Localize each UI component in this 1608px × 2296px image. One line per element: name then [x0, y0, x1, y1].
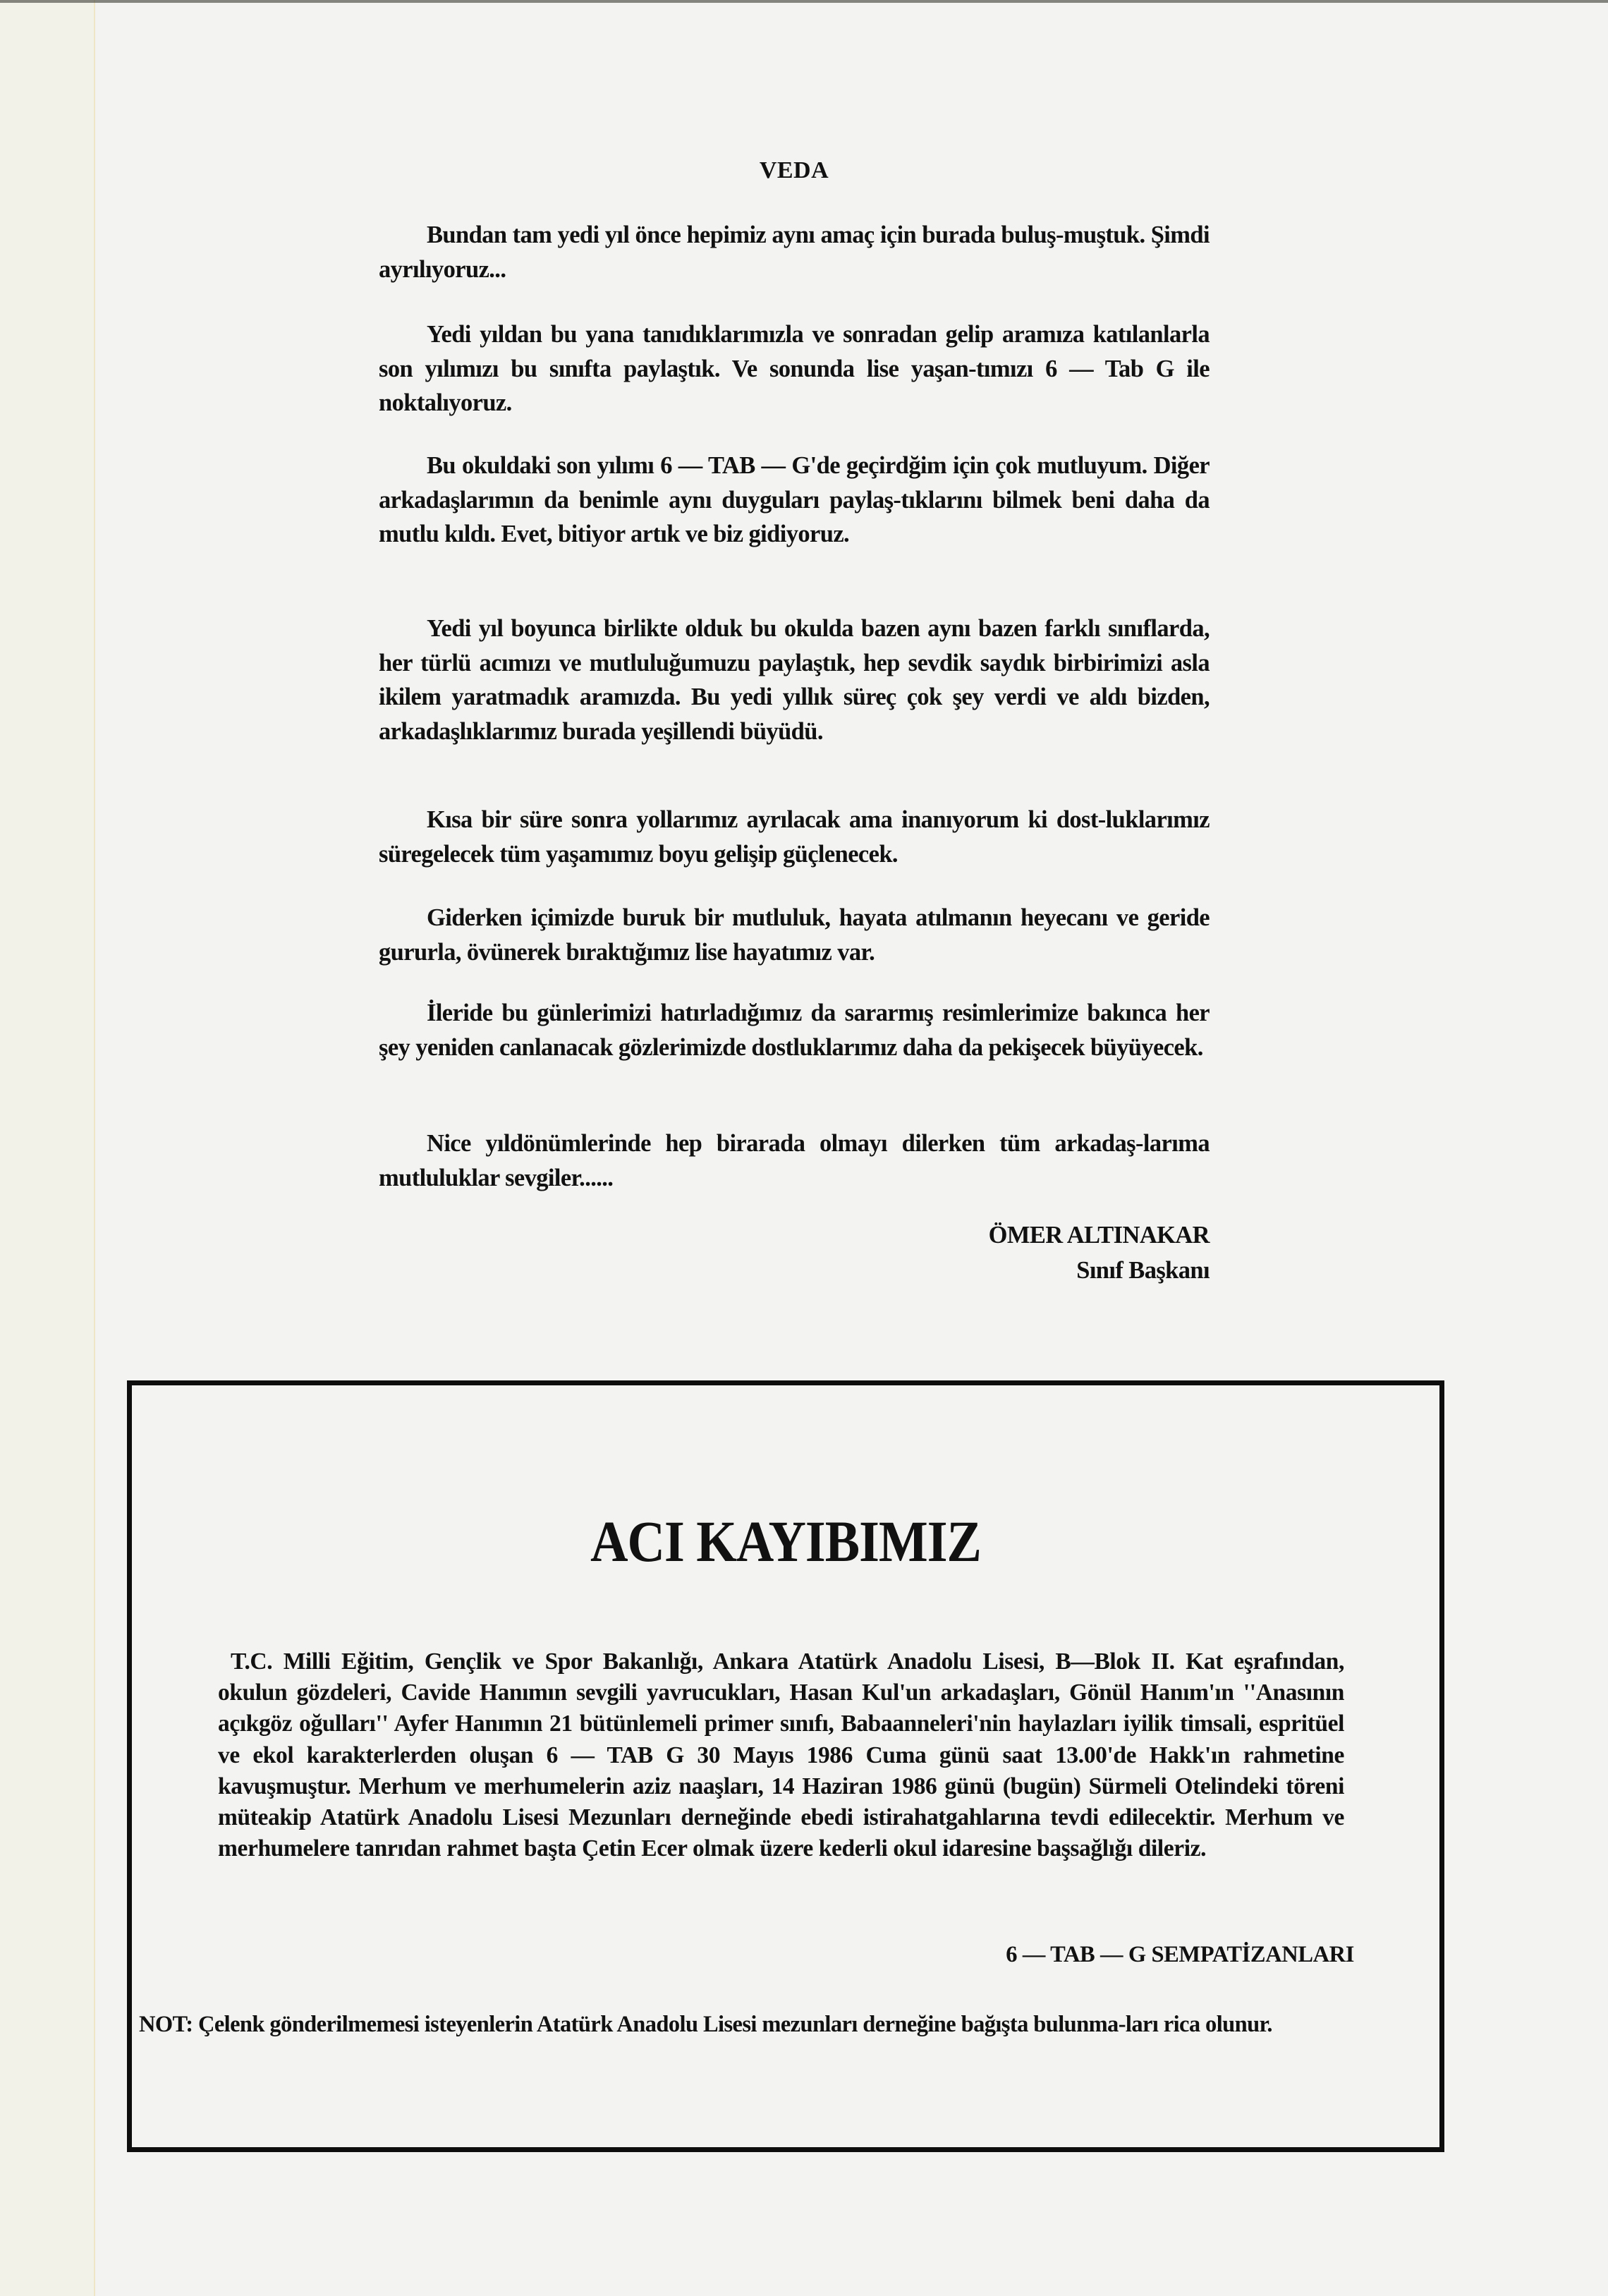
paragraph-text: Nice yıldönümlerinde hep birarada olmayı dilerken tüm arkadaş-larıma mutluluklar sevgiler......: [379, 1130, 1210, 1191]
paragraph-text: Yedi yıl boyunca birlikte olduk bu okulda bazen aynı bazen farklı sınıflarda, her türlü acımızı ve mutluluğumuzu paylaştık, hep sevdik saydık birbirimizi asla ikilem yaratmadık aramızda. Bu yedi yıllık süreç çok şey verdi ve aldı bizden, arkadaşlıklarımız burada yeşillendi büyüdü.: [379, 615, 1210, 745]
signature-name: ÖMER ALTINAKAR: [988, 1222, 1210, 1249]
obituary-box: [127, 1380, 1444, 2152]
paragraph-text: Kısa bir süre sonra yollarımız ayrılacak ama inanıyorum ki dost-luklarımız süregelecek tüm yaşamımız boyu gelişip güçlenecek.: [379, 806, 1210, 868]
paragraph-text: Yedi yıldan bu yana tanıdıklarımızla ve sonradan gelip aramıza katılanlarla son yılımızı bu sınıfta paylaştık. Ve sonunda lise yaşan-tımızı 6 — Tab G ile noktalıyoruz.: [379, 321, 1210, 416]
obituary-signed-by: 6 — TAB — G SEMPATİZANLARI: [1006, 1942, 1354, 1967]
paragraph-text: İleride bu günlerimizi hatırladığımız da sararmış resimlerimize bakınca her şey yeniden canlanacak gözlerimizde dostluklarımız daha da pekişecek büyüyecek.: [379, 1000, 1210, 1061]
page-left-margin: [0, 0, 95, 2296]
article-paragraph: [379, 612, 1210, 748]
article-paragraph: [379, 317, 1210, 420]
paragraph-text: Bundan tam yedi yıl önce hepimiz aynı amaç için burada buluş-muştuk. Şimdi ayrılıyoruz...: [379, 221, 1210, 283]
signature-role: Sınıf Başkanı: [1076, 1257, 1210, 1284]
page-top-edge: [0, 0, 1608, 3]
obituary-body-text: T.C. Milli Eğitim, Gençlik ve Spor Bakanlığı, Ankara Atatürk Anadolu Lisesi, B—Blok II. Kat eşrafından, okulun gözdeleri, Cavide Hanımın sevgili yavrucukları, Hasan Kul'un arkadaşları, Gönül Hanım'ın ''Anasının açıkgöz oğulları'' Ayfer Hanımın 21 bütünlemeli primer sınıfı, Babaanneleri'nin haylazları iyilik timsali, espritüel ve ekol karakterlerden oluşan 6 — TAB G 30 Mayıs 1986 Cuma günü saat 13.00'de Hakk'ın rahmetine kavuşmuştur. Merhum ve merhumelerin aziz naaşları, 14 Haziran 1986 günü (bugün) Sürmeli Otelindeki töreni müteakip Atatürk Anadolu Lisesi Mezunları derneğinde ebedi istirahatgahlarına tevdi edilecektir. Merhum ve merhumelere tanrıdan rahmet başta Çetin Ecer olmak üzere kederli okul idaresine başsağlığı dileriz.: [218, 1648, 1344, 1862]
article-paragraph: [379, 803, 1210, 871]
article-paragraph: [379, 996, 1210, 1064]
article-paragraph: [379, 449, 1210, 552]
paragraph-text: Bu okuldaki son yılımı 6 — TAB — G'de geçirdğim için çok mutluyum. Diğer arkadaşlarımın da benimle aynı duyguları paylaş-tıklarını bilmek beni daha da mutlu kıldı. Evet, bitiyor artık ve biz gidiyoruz.: [379, 452, 1210, 547]
article-paragraph: [379, 218, 1210, 286]
obituary-body: [218, 1646, 1344, 1864]
obituary-heading: ACI KAYIBIMIZ: [590, 1510, 981, 1574]
article-title: VEDA: [759, 157, 829, 183]
article-paragraph: [379, 1126, 1210, 1195]
paragraph-text: Giderken içimizde buruk bir mutluluk, hayata atılmanın heyecanı ve geride gururla, övünerek bıraktığımız lise hayatımız var.: [379, 904, 1210, 966]
obituary-note: NOT: Çelenk gönderilmemesi isteyenlerin Atatürk Anadolu Lisesi mezunları derneğine bağışta bulunma-ları rica olunur.: [139, 2012, 1272, 2037]
article-paragraph: [379, 901, 1210, 969]
